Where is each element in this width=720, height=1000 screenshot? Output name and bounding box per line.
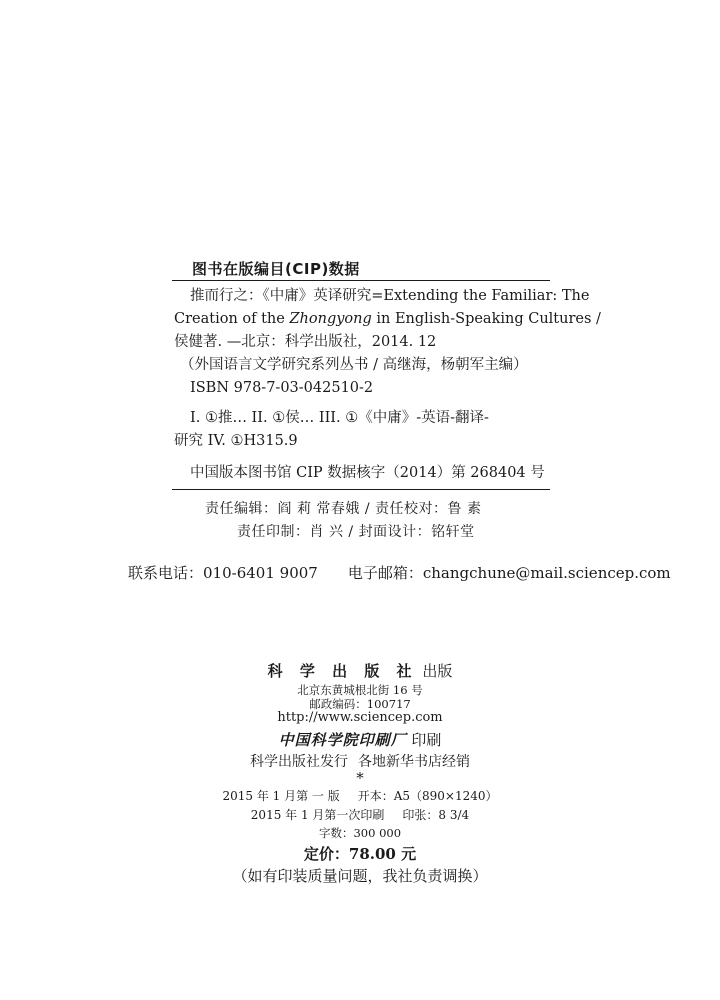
cip-series-line: （外国语言文学研究系列丛书 / 高继海，杨朝军主编） (180, 357, 528, 373)
cip-title-line-2-a: Creation of the (174, 311, 290, 327)
printer-suffix: 印刷 (411, 731, 442, 749)
phone-number: 010-6401 9007 (203, 564, 318, 582)
cip-bottom-rule (172, 489, 550, 490)
cip-heading: 图书在版编目(CIP)数据 (192, 260, 360, 278)
quality-notice: （如有印装质量问题，我社负责调换） (232, 867, 488, 885)
printing-date: 2015 年 1 月第一次印刷 (250, 808, 385, 822)
printer-logo-name: 中国科学院印刷厂 (278, 731, 407, 749)
cip-classification-line-2: 研究 IV. ①H315.9 (174, 433, 298, 449)
edition-line (0, 787, 720, 804)
cip-title-line-2 (174, 309, 601, 329)
printing-line (0, 806, 720, 823)
publisher-suffix: 出版 (422, 662, 453, 680)
distribution-line (0, 751, 720, 771)
distribution-stores: 各地新华书店经销 (358, 754, 470, 770)
cip-title-italic: Zhongyong (289, 311, 372, 327)
cip-title-line-1: 推而行之：《中庸》英译研究=Extending the Familiar: The (190, 288, 590, 304)
publisher-postcode: 邮政编码：100717 (309, 697, 411, 711)
email-label: 电子邮箱： (347, 564, 423, 582)
publisher-line (0, 660, 720, 681)
staff-production: 责任印制：肖 兴 / 封面设计：铭轩堂 (237, 524, 475, 540)
contact-line (128, 562, 671, 583)
publisher-address: 北京东黄城根北街 16 号 (297, 683, 423, 697)
separator-star: * (356, 769, 364, 787)
price: 定价：78.00 元 (303, 845, 417, 863)
edition-date: 2015 年 1 月第 一 版 (222, 789, 340, 803)
print-sheets: 印张：8 3/4 (402, 808, 470, 822)
cip-isbn: ISBN 978-7-03-042510-2 (190, 380, 374, 396)
cip-author-line: 侯健著. —北京：科学出版社，2014. 12 (174, 334, 437, 350)
word-count: 字数：300 000 (318, 826, 402, 840)
email-address: changchune@mail.sciencep.com (422, 564, 671, 582)
format-size: 开本：A5（890×1240） (357, 789, 498, 803)
cip-record-number: 中国版本图书馆 CIP 数据核字（2014）第 268404 号 (190, 465, 545, 481)
cip-classification-line-1: I. ①推… II. ①侯… III. ①《中庸》-英语-翻译- (190, 410, 489, 426)
staff-editors: 责任编辑：阎 莉 常春娥 / 责任校对：鲁 素 (205, 501, 482, 517)
cip-title-line-2-b: in English-Speaking Cultures / (371, 311, 601, 327)
cip-top-rule (172, 280, 550, 281)
printer-line (0, 729, 720, 750)
publisher-logo-name: 科 学 出 版 社 (267, 662, 418, 680)
phone-label: 联系电话： (128, 564, 204, 582)
distribution-publisher: 科学出版社发行 (250, 754, 348, 770)
publisher-url: http://www.sciencep.com (277, 710, 443, 725)
